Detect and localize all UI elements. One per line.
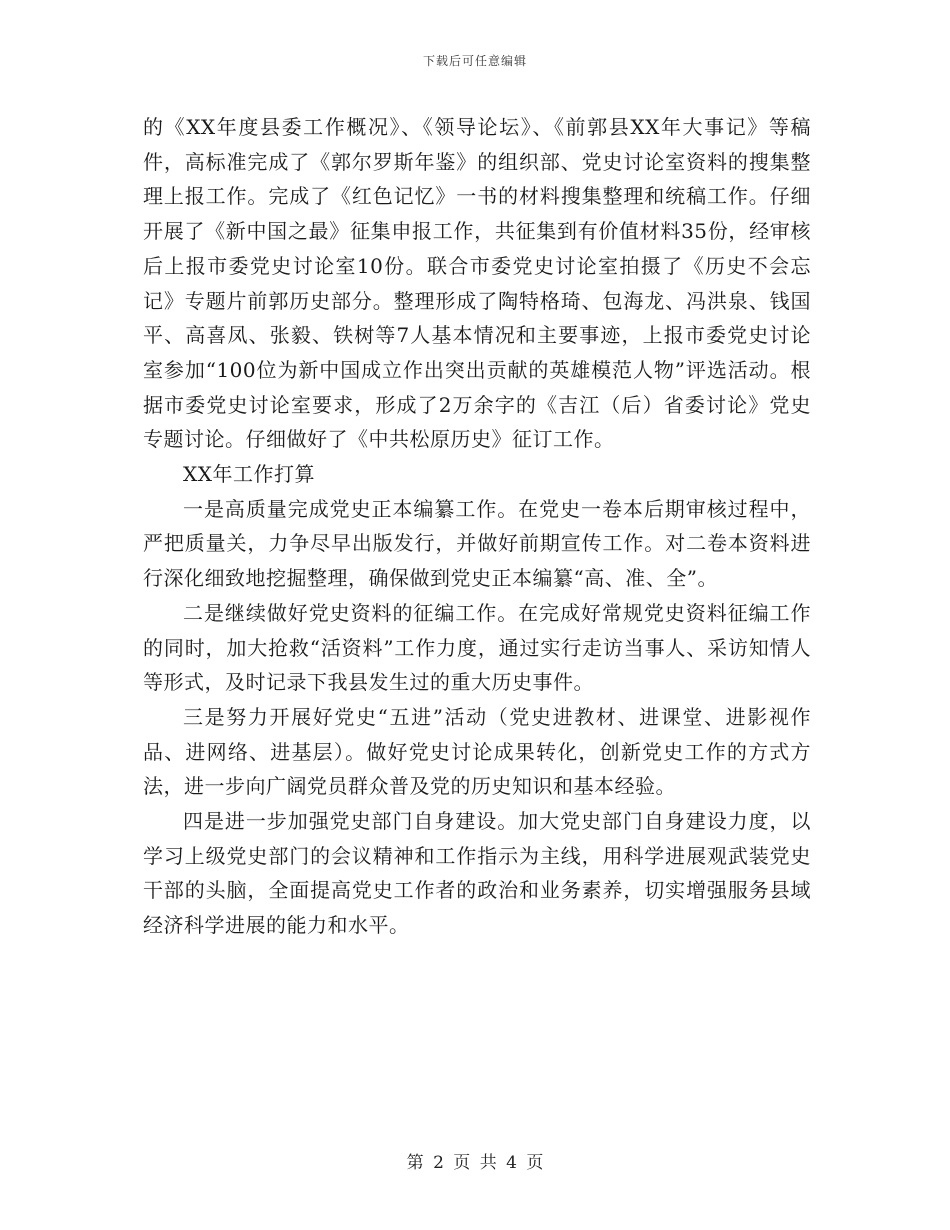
section-title: XX年工作打算 <box>183 462 315 487</box>
plan-item-4: 四是进一步加强党史部门自身建设。加大党史部门自身建设力度，以学习上级党史部门的会议精神和工作指示为主线，用科学进展观武装党史干部的头脑，全面提高党史工作者的政治和业务素养，切实增强服务县域经济科学进展的能力和水平。 <box>143 809 811 938</box>
page-header-note: 下载后可任意编辑 <box>422 54 527 68</box>
plan-item-3: 三是努力开展好党史“五进”活动（党史进教材、进课堂、进影视作品、进网络、进基层）。做好党史讨论成果转化，创新党史工作的方式方法，进一步向广阔党员群众普及党的历史知识和基本经验。 <box>143 704 811 799</box>
plan-item-1: 一是高质量完成党史正本编纂工作。在党史一卷本后期审核过程中，严把质量关，力争尽早出版发行，并做好前期宣传工作。对二卷本资料进行深化细致地挖掘整理，确保做到党史正本编纂“高、准、全”。 <box>143 496 811 591</box>
page-number-footer: 第 2 页 共 4 页 <box>406 1153 544 1173</box>
plan-item-2: 二是继续做好党史资料的征编工作。在完成好常规党史资料征编工作的同时，加大抢救“活资料”工作力度，通过实行走访当事人、采访知情人等形式，及时记录下我县发生过的重大历史事件。 <box>143 600 811 695</box>
document-body <box>143 110 811 943</box>
continuation-paragraph: 的《XX年度县委工作概况》、《领导论坛》、《前郭县XX年大事记》等稿件，高标准完成了《郭尔罗斯年鉴》的组织部、党史讨论室资料的搜集整理上报工作。完成了《红色记忆》一书的材料搜集整理和统稿工作。仔细开展了《新中国之最》征集申报工作，共征集到有价值材料35份，经审核后上报市委党史讨论室10份。联合市委党史讨论室拍摄了《历史不会忘记》专题片前郭历史部分。整理形成了陶特格琦、包海龙、冯洪泉、钱国平、高喜凤、张毅、铁树等7人基本情况和主要事迹，上报市委党史讨论室参加“100位为新中国成立作出突出贡献的英雄模范人物”评选活动。根据市委党史讨论室要求，形成了2万余字的《吉江（后）省委讨论》党史专题讨论。仔细做好了《中共松原历史》征订工作。 <box>143 115 811 452</box>
